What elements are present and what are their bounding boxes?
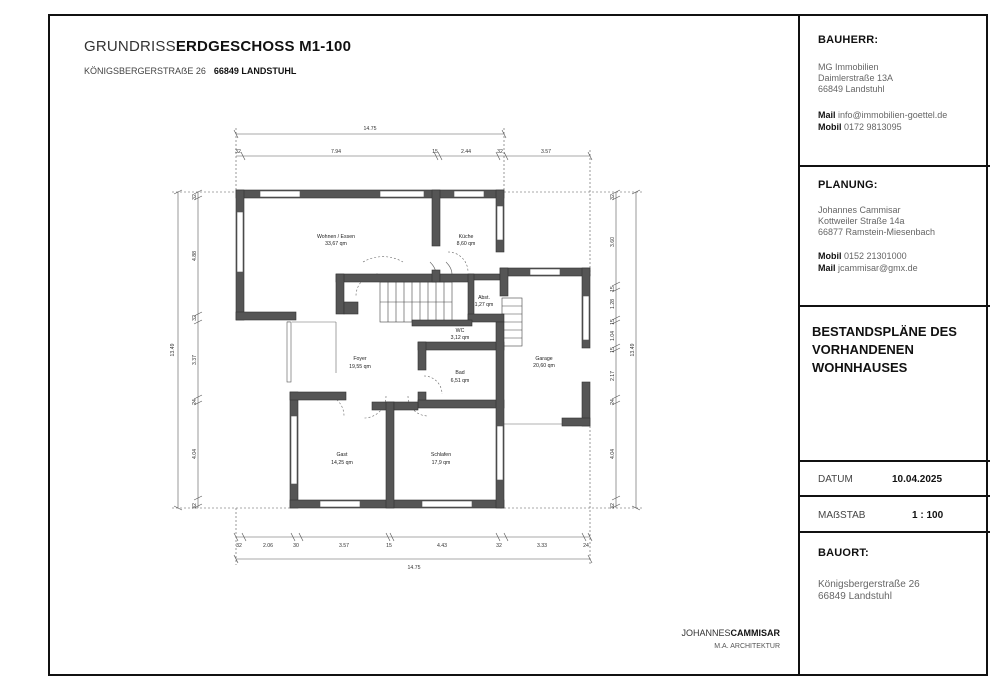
dim-right-7: 2.17 bbox=[610, 370, 616, 382]
project-title-line-3: WOHNHAUSES bbox=[812, 360, 908, 375]
architect-subtitle: M.A. ARCHITEKTUR bbox=[714, 643, 780, 650]
room-kueche-area: 8,60 qm bbox=[456, 241, 476, 247]
dim-bottom-6: 32 bbox=[496, 543, 502, 549]
plan-address-street: KÖNIGSBERGERSTRAẞE 26 bbox=[84, 66, 206, 76]
planung-heading: PLANUNG: bbox=[818, 179, 878, 191]
planung-mail-row bbox=[818, 263, 918, 274]
room-wc-name: WC bbox=[455, 328, 465, 334]
architect-first-name: JOHANNES bbox=[681, 628, 731, 638]
bauort-heading: BAUORT: bbox=[818, 547, 869, 559]
room-schlafen-area: 17,9 qm bbox=[431, 460, 451, 466]
planung-line-3: 66877 Ramstein-Miesenbach bbox=[818, 227, 936, 237]
room-wc-area: 3,12 qm bbox=[450, 335, 470, 341]
planung-mail: jcammisar@gmx.de bbox=[838, 263, 918, 273]
bauherr-mail-row bbox=[818, 110, 947, 121]
dim-top-5: 3.57 bbox=[540, 149, 552, 155]
bauherr-mobil: 0172 9813095 bbox=[844, 122, 902, 132]
room-schlafen-name: Schlafen bbox=[430, 452, 452, 458]
massstab-value: 1 : 100 bbox=[912, 510, 944, 521]
dim-right-10: 32 bbox=[610, 503, 616, 509]
project-title bbox=[812, 323, 957, 377]
dim-right-1: 3.60 bbox=[610, 236, 616, 248]
datum-label: DATUM bbox=[818, 474, 853, 485]
bauherr-section bbox=[800, 16, 990, 167]
dim-right-3: 1.28 bbox=[610, 298, 616, 310]
dim-bottom-total: 14.75 bbox=[407, 565, 421, 571]
planung-line-2: Kottweiler Straße 14a bbox=[818, 216, 905, 226]
architect-last-name: CAMMISAR bbox=[730, 628, 780, 638]
massstab-row bbox=[800, 497, 990, 533]
dim-bottom-4: 15 bbox=[386, 543, 392, 549]
room-garage-area: 20,60 qm bbox=[533, 363, 555, 369]
bauherr-line-3: 66849 Landstuhl bbox=[818, 84, 885, 94]
room-gast-area: 14,25 qm bbox=[331, 460, 353, 466]
staircase bbox=[380, 282, 452, 322]
bauherr-mail-label: Mail bbox=[818, 110, 836, 120]
dim-right-4: 15 bbox=[610, 319, 616, 325]
dim-right-8: 24 bbox=[610, 399, 616, 405]
planung-mobil: 0152 21301000 bbox=[844, 251, 907, 261]
room-abst-area: 1,27 qm bbox=[474, 302, 494, 308]
plan-address-city: 66849 LANDSTUHL bbox=[213, 66, 297, 76]
dim-right-2: 15 bbox=[610, 286, 616, 292]
project-title-line-2: VORHANDENEN bbox=[812, 342, 914, 357]
bauort-line-2: 66849 Landstuhl bbox=[818, 591, 892, 602]
room-wohnen-area: 33,67 qm bbox=[325, 241, 347, 247]
bauherr-heading: BAUHERR: bbox=[818, 34, 879, 46]
dim-top-total: 14.75 bbox=[363, 126, 377, 132]
planung-section bbox=[800, 167, 990, 307]
entrance-stair bbox=[502, 298, 522, 346]
room-garage-name: Garage bbox=[535, 356, 553, 362]
dim-bottom-7: 3.33 bbox=[536, 543, 548, 549]
planung-mobil-label: Mobil bbox=[818, 251, 842, 261]
dim-bottom-0: 32 bbox=[236, 543, 242, 549]
bauherr-mobil-row bbox=[818, 122, 902, 133]
room-foyer-area: 19,55 qm bbox=[349, 364, 371, 370]
bauherr-mobil-label: Mobil bbox=[818, 122, 842, 132]
dim-left-3: 3.37 bbox=[192, 354, 198, 366]
room-wohnen-name: Wohnen / Essen bbox=[317, 234, 355, 240]
architect-signature bbox=[670, 628, 780, 638]
title-block bbox=[798, 16, 990, 674]
planung-mobil-row bbox=[818, 251, 907, 262]
dim-left-6: 32 bbox=[192, 503, 198, 509]
room-kueche-name: Küche bbox=[458, 234, 474, 240]
dim-top-0: 32 bbox=[235, 149, 241, 155]
bauherr-line-2: Daimlerstraße 13A bbox=[818, 73, 894, 83]
dim-bottom-2: 30 bbox=[293, 543, 299, 549]
dim-top-2: 15 bbox=[432, 149, 438, 155]
room-foyer-name: Foyer bbox=[353, 356, 367, 362]
dim-left-5: 4.04 bbox=[192, 448, 198, 460]
project-title-section bbox=[800, 307, 990, 462]
dim-left-4: 24 bbox=[192, 399, 198, 405]
dim-bottom-8: 24 bbox=[583, 543, 589, 549]
room-abst-name: Abst. bbox=[478, 295, 490, 301]
floor-plan bbox=[50, 16, 798, 674]
room-bad-name: Bad bbox=[455, 370, 465, 376]
dim-left-total: 13.49 bbox=[170, 343, 176, 357]
dim-top-3: 2.44 bbox=[460, 149, 472, 155]
dim-right-9: 4.04 bbox=[610, 448, 616, 460]
dim-bottom-5: 4.43 bbox=[436, 543, 448, 549]
room-bad-area: 6,51 qm bbox=[450, 378, 470, 384]
dim-right-total: 13.49 bbox=[630, 343, 636, 357]
project-title-line-1: BESTANDSPLÄNE DES bbox=[812, 324, 957, 339]
planung-mail-label: Mail bbox=[818, 263, 836, 273]
datum-row bbox=[800, 462, 990, 497]
plan-title-bold: ERDGESCHOSS M1-100 bbox=[175, 38, 352, 55]
dim-left-2: 32 bbox=[192, 315, 198, 321]
dim-left-1: 4.88 bbox=[192, 250, 198, 262]
dim-bottom-3: 3.57 bbox=[338, 543, 350, 549]
dim-right-5: 1.04 bbox=[610, 330, 616, 342]
massstab-label: MAẞSTAB bbox=[818, 510, 866, 521]
dim-right-0: 32 bbox=[610, 194, 616, 200]
dim-left-0: 32 bbox=[192, 194, 198, 200]
datum-value: 10.04.2025 bbox=[892, 474, 943, 485]
dim-right-6: 15 bbox=[610, 347, 616, 353]
dim-top-1: 7.94 bbox=[330, 149, 342, 155]
bauort-section bbox=[800, 533, 990, 674]
bauherr-line-1: MG Immobilien bbox=[818, 62, 879, 72]
dim-top-4: 32 bbox=[497, 149, 503, 155]
plan-title-light: GRUNDRISS bbox=[84, 38, 176, 55]
bauort-line-1: Königsbergerstraße 26 bbox=[818, 579, 920, 590]
drawing-sheet bbox=[48, 14, 988, 676]
room-gast-name: Gast bbox=[336, 452, 348, 458]
dim-bottom-1: 2.06 bbox=[262, 543, 274, 549]
planung-line-1: Johannes Cammisar bbox=[818, 205, 901, 215]
bauherr-mail: info@immobilien-goettel.de bbox=[838, 110, 948, 120]
